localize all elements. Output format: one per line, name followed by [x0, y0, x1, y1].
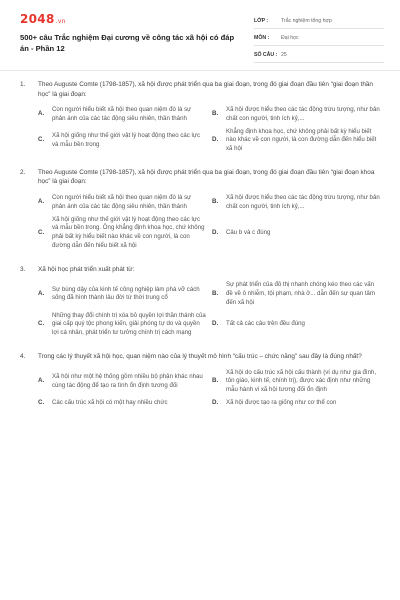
question-2 [20, 168, 380, 253]
question-4 [20, 352, 380, 410]
meta-key: SỐ CÂU : [254, 52, 278, 58]
option-letter: A. [38, 377, 45, 385]
meta-row-subject [254, 31, 384, 46]
option-letter: B. [212, 377, 219, 385]
question-header [20, 352, 380, 362]
logo-suffix: .vn [55, 18, 66, 25]
option-d[interactable] [212, 214, 380, 253]
option-c[interactable] [38, 310, 206, 340]
question-number: 3. [20, 265, 26, 273]
option-grid [38, 104, 380, 156]
meta-value: 25 [281, 52, 287, 58]
option-a[interactable] [38, 367, 206, 397]
option-letter: B. [212, 198, 219, 206]
meta-key: LỚP : [254, 18, 269, 24]
question-text: Theo Auguste Comte (1798-1857), xã hội được phát triển qua ba giai đoạn, trong đó giai đoạn đầu tiên “giai đoạn thần học” là giai đoạn: [38, 81, 373, 98]
question-header [20, 265, 380, 275]
question-1 [20, 80, 380, 156]
option-text: Xã hội giống như thế giới vật lý hoạt động theo các lực và mẫu bền trong [52, 131, 201, 148]
option-b[interactable] [212, 279, 380, 309]
document-title: 500+ câu Trắc nghiệm Đại cương về công tác xã hội có đáp án - Phần 12 [20, 33, 235, 53]
option-grid [38, 192, 380, 253]
option-letter: D. [212, 398, 219, 406]
option-letter: C. [38, 136, 45, 144]
option-text: Con người hiểu biết xã hội theo quan niệm đó là sự phản ánh của các tác động siêu nhiên, thần thánh [52, 106, 192, 122]
option-c[interactable] [38, 126, 206, 156]
option-text: Xã hội giống như thế giới vật lý hoạt động theo các lực và mẫu bền trong. Ông khẳng định khoa học, chứ không phải bất kỳ hiểu biết nào khác về con người, là con đường dẫn đến hiểu biết xã hội [52, 215, 205, 249]
option-letter: C. [38, 398, 45, 406]
meta-key: MÔN : [254, 35, 270, 41]
question-text: Xã hội học phát triển xuất phát từ: [38, 265, 135, 273]
site-logo[interactable] [20, 12, 66, 26]
question-text: Trong các lý thuyết xã hội học, quan niệm nào của lý thuyết mô hình “cấu trúc – chức năng” sau đây là đúng nhất? [38, 353, 362, 361]
option-letter: D. [212, 320, 219, 328]
option-letter: A. [38, 290, 45, 298]
document-meta [254, 14, 384, 65]
question-list [20, 76, 380, 410]
meta-row-count [254, 48, 384, 63]
option-b[interactable] [212, 367, 380, 397]
option-d[interactable] [212, 126, 380, 156]
option-text: Những thay đổi chính trị xóa bỏ quyền lợi thần thánh của giai cấp quý tộc phong kiến, giải phóng tự do và quyền lợi cá nhân, phát triển tư tưởng chính trị cách mạng [52, 311, 206, 337]
question-text: Theo Auguste Comte (1798-1857), xã hội được phát triển qua ba giai đoạn, trong đó giai đoạn đầu tiên “giai đoạn khoa học” là giai đoạn: [38, 168, 375, 186]
option-letter: C. [38, 320, 45, 328]
question-number: 4. [20, 353, 26, 361]
option-letter: B. [212, 110, 219, 118]
option-text: Xã hội được tạo ra giống như cơ thể con [226, 398, 337, 406]
question-header [20, 168, 380, 187]
option-text: Sự bùng dậy của kinh tế công nghiệp làm phá vỡ cách sống đã hình thành lâu đời từ thời trung cổ [52, 285, 200, 302]
option-d[interactable] [212, 310, 380, 340]
option-a[interactable] [38, 192, 206, 214]
option-text: Xã hội được hiểu theo các tác động trừu tượng, như bản chất con người, tinh ích kỷ,... [226, 193, 380, 210]
question-3 [20, 265, 380, 340]
option-letter: A. [38, 110, 45, 118]
option-letter: C. [38, 228, 45, 236]
option-letter: D. [212, 136, 219, 144]
meta-row-class [254, 14, 384, 29]
option-letter: B. [212, 290, 219, 298]
option-c[interactable] [38, 397, 206, 410]
option-grid [38, 367, 380, 410]
option-c[interactable] [38, 214, 206, 253]
option-text: Xã hội như một hệ thống gồm nhiều bộ phận khác nhau cùng tác động để tạo ra tình ổn định tương đối [52, 372, 203, 389]
option-letter: A. [38, 198, 45, 206]
option-b[interactable] [212, 104, 380, 126]
option-a[interactable] [38, 279, 206, 309]
option-text: Các cấu trúc xã hội có một hay nhiều chức [52, 398, 168, 406]
document-header [0, 0, 400, 71]
meta-value: Đại học [281, 35, 299, 41]
question-number: 1. [20, 81, 26, 88]
option-b[interactable] [212, 192, 380, 214]
question-number: 2. [20, 168, 26, 176]
option-text: Con người hiểu biết xã hội theo quan niệm đó là sự phản ánh của các tác động siêu nhiên, thần thánh [52, 193, 192, 210]
option-text: Khẳng định khoa học, chứ không phải bất kỳ hiểu biết nào khác về con người, là con đường dẫn đến hiểu biết xã hội [226, 127, 377, 153]
logo-text: 2048 [20, 12, 55, 26]
option-a[interactable] [38, 104, 206, 126]
option-text: Xã hội được hiểu theo các tác động trừu tượng, như bản chất con người, tinh ích kỷ,... [226, 106, 380, 122]
option-text: Tất cả các câu trên đều đúng [226, 320, 305, 328]
meta-value: Trắc nghiệm tổng hợp [281, 18, 332, 24]
option-letter: D. [212, 228, 219, 236]
option-text: Câu b và c đúng [226, 228, 271, 236]
option-d[interactable] [212, 397, 380, 410]
option-text: Xã hội do cấu trúc xã hội cấu thành (ví dụ như gia đình, tôn giáo, kinh tế, chính trị), được xác định như những mẫu hành vi xã hội tương đối ổn định [226, 368, 377, 394]
option-text: Sự phát triển của đô thị nhanh chóng kéo theo các vấn đề về ô nhiễm, tội phạm, nhà ở... dẫn đến sự quan tâm đến xã hội [226, 281, 375, 306]
option-grid [38, 279, 380, 340]
question-header [20, 80, 380, 99]
